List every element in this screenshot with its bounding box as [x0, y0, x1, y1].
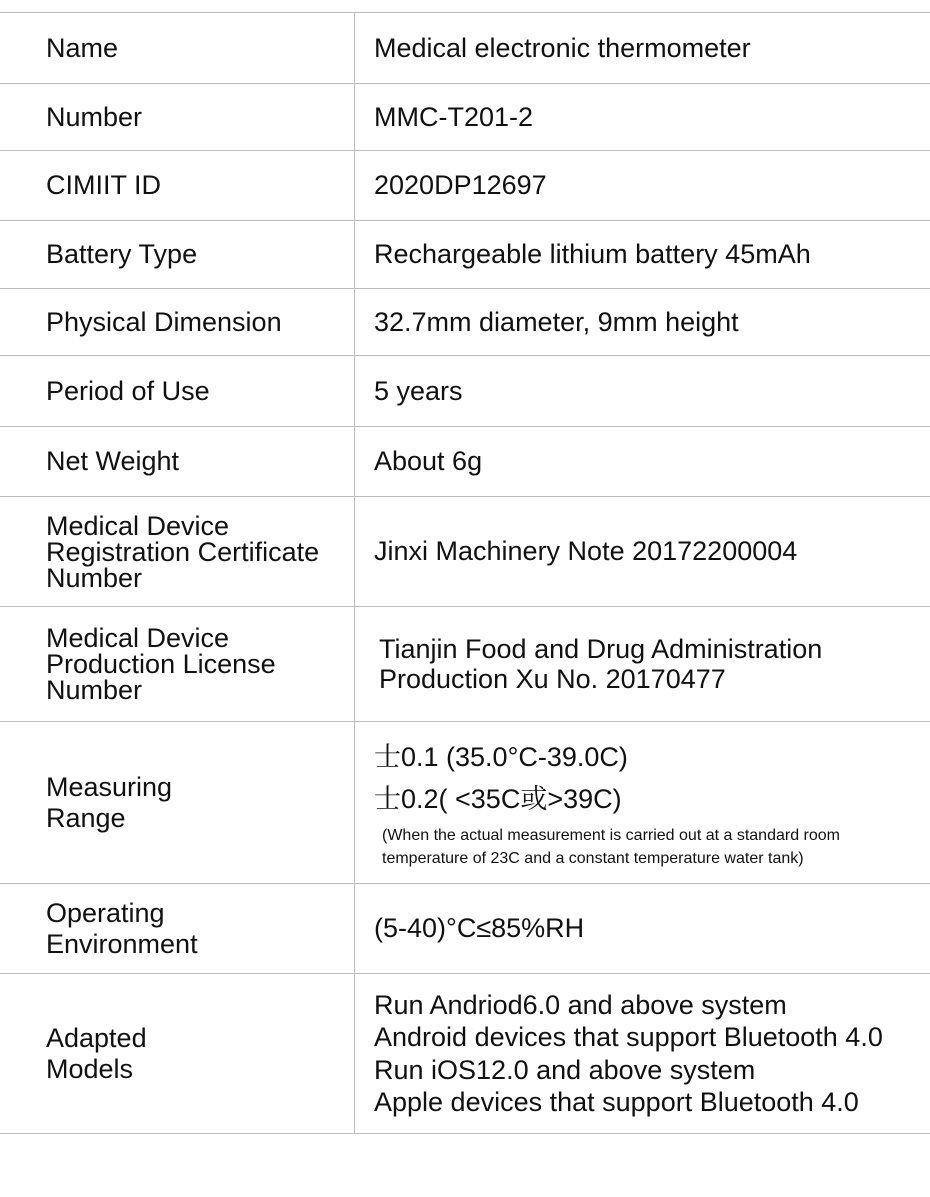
table-row	[0, 289, 930, 356]
row-label-text: Physical Dimension	[46, 306, 282, 337]
table-row	[0, 497, 930, 607]
row-label	[0, 289, 355, 355]
row-value-text: 5 years	[374, 375, 463, 406]
row-value-line: Apple devices that support Bluetooth 4.0	[374, 1087, 859, 1117]
row-value-text: Jinxi Machinery Note 20172200004	[374, 536, 798, 566]
row-label	[0, 607, 355, 721]
row-label	[0, 13, 355, 83]
table-row	[0, 12, 930, 84]
table-row	[0, 84, 930, 151]
row-label	[0, 221, 355, 288]
row-value	[355, 289, 930, 355]
row-label-line: Number	[46, 675, 143, 705]
row-value-text: 2020DP12697	[374, 170, 547, 200]
table-row	[0, 151, 930, 221]
table-row	[0, 356, 930, 427]
row-value	[355, 151, 930, 220]
row-value-line: 士0.2( <35C或>39C)	[374, 783, 622, 814]
measurement-note	[374, 824, 840, 870]
row-label-line: Environment	[46, 928, 198, 959]
row-value	[355, 427, 930, 496]
row-value	[355, 13, 930, 83]
row-label-text: Net Weight	[46, 446, 180, 476]
row-value-line: Tianjin Food and Drug Administration	[379, 634, 823, 664]
row-label	[0, 356, 355, 426]
row-value-text: Rechargeable lithium battery 45mAh	[374, 239, 811, 269]
row-value	[355, 722, 930, 883]
row-label	[0, 884, 355, 973]
row-label-text: CIMIIT ID	[46, 170, 162, 200]
row-value	[355, 884, 930, 973]
row-value	[355, 84, 930, 150]
row-value-line: Production Xu No. 20170477	[379, 664, 726, 694]
row-label	[0, 151, 355, 220]
row-label	[0, 84, 355, 150]
spec-table	[0, 12, 930, 1134]
table-row	[0, 607, 930, 722]
row-label-line: Registration Certificate	[46, 536, 320, 567]
row-label	[0, 722, 355, 883]
row-label-text: Number	[46, 101, 143, 132]
row-value	[355, 607, 930, 721]
row-label	[0, 974, 355, 1133]
note-line: (When the actual measurement is carried out at a standard room	[382, 826, 840, 844]
row-label-text: Name	[46, 32, 119, 63]
row-label-line: Measuring	[46, 771, 173, 802]
row-value-text: 32.7mm diameter, 9mm height	[374, 306, 739, 337]
table-row	[0, 974, 930, 1134]
row-label	[0, 427, 355, 496]
row-value-text: About 6g	[374, 446, 483, 476]
row-value-line: Android devices that support Bluetooth 4.0	[374, 1022, 883, 1052]
row-value	[355, 356, 930, 426]
row-label-line: Production License	[46, 649, 276, 679]
row-label-line: Range	[46, 802, 126, 833]
table-row	[0, 427, 930, 497]
row-label-line: Number	[46, 562, 143, 593]
row-label-line: Medical Device	[46, 623, 230, 653]
row-value	[355, 221, 930, 288]
row-value-text: Medical electronic thermometer	[374, 32, 751, 63]
row-label-text: Battery Type	[46, 239, 198, 269]
note-line: temperature of 23C and a constant temperature water tank)	[382, 849, 804, 867]
row-label-line: Adapted	[46, 1022, 147, 1053]
row-value	[355, 974, 930, 1133]
row-label-line: Operating	[46, 897, 165, 928]
row-value	[355, 497, 930, 606]
row-value-text: MMC-T201-2	[374, 101, 534, 132]
row-label-line: Models	[46, 1053, 134, 1084]
row-label-line: Medical Device	[46, 510, 230, 541]
row-value-line: Run iOS12.0 and above system	[374, 1054, 756, 1085]
table-row	[0, 884, 930, 974]
table-row	[0, 722, 930, 884]
row-label	[0, 497, 355, 606]
row-value-line: 士0.1 (35.0°C-39.0C)	[374, 741, 628, 772]
row-value-line: Run Andriod6.0 and above system	[374, 989, 787, 1020]
table-row	[0, 221, 930, 289]
row-value-text: (5-40)°C≤85%RH	[374, 913, 585, 943]
row-label-text: Period of Use	[46, 375, 210, 406]
